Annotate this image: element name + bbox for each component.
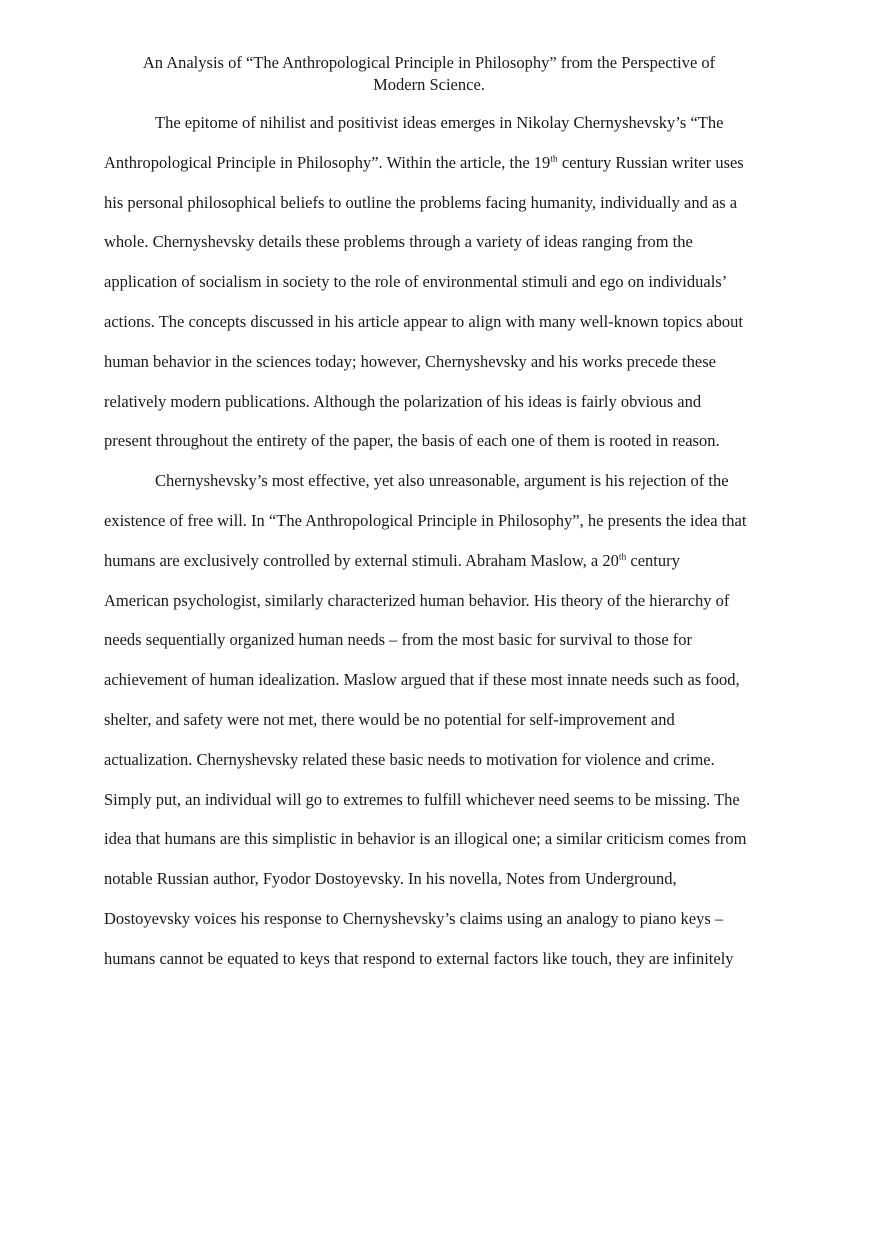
paragraph-line: present throughout the entirety of the paper, the basis of each one of them is rooted in reason. xyxy=(104,431,720,451)
paragraph-line: notable Russian author, Fyodor Dostoyevsky. In his novella, Notes from Underground, xyxy=(104,869,677,889)
paragraph-line: humans cannot be equated to keys that respond to external factors like touch, they are infinitely xyxy=(104,948,734,968)
ordinal-superscript: th xyxy=(550,154,558,165)
line-text: Anthropological Principle in Philosophy”. Within the article, the 19 xyxy=(104,152,551,172)
paragraph-line: The epitome of nihilist and positivist ideas emerges in Nikolay Chernyshevsky’s “The xyxy=(155,113,724,132)
paragraph-line: application of socialism in society to the role of environmental stimuli and ego on individuals’ xyxy=(104,272,728,292)
paragraph-line xyxy=(104,541,784,581)
paragraph-line: his personal philosophical beliefs to outline the problems facing humanity, individually and as a xyxy=(104,192,738,212)
paragraph-line: shelter, and safety were not met, there would be no potential for self-improvement and xyxy=(104,709,675,729)
document-title xyxy=(104,52,754,96)
paragraph-line: Chernyshevsky’s most effective, yet also unreasonable, argument is his rejection of the xyxy=(155,471,729,491)
paragraph-line: needs sequentially organized human needs – from the most basic for survival to those for xyxy=(104,630,693,650)
line-text: humans are exclusively controlled by external stimuli. Abraham Maslow, a 20 xyxy=(104,550,619,570)
paragraph-line: Simply put, an individual will go to extremes to fulfill whichever need seems to be missing. The xyxy=(104,789,740,809)
paragraph-line: actions. The concepts discussed in his article appear to align with many well-known topics about xyxy=(104,311,743,331)
document-body xyxy=(104,103,784,979)
ordinal-superscript: th xyxy=(618,552,627,563)
paragraph-line xyxy=(104,143,784,183)
paragraph-line: idea that humans are this simplistic in behavior is an illogical one; a similar criticism comes from xyxy=(104,829,747,849)
paragraph-line: Dostoyevsky voices his response to Chernyshevsky’s claims using an analogy to piano keys – xyxy=(104,908,724,928)
title-line-2: Modern Science. xyxy=(373,75,485,94)
paragraph-line: achievement of human idealization. Maslow argued that if these most innate needs such as food, xyxy=(104,670,740,690)
line-text: century Russian writer uses xyxy=(557,152,744,172)
paragraph-line: whole. Chernyshevsky details these problems through a variety of ideas ranging from the xyxy=(104,232,693,252)
line-text: century xyxy=(626,550,680,570)
title-line-1: An Analysis of “The Anthropological Principle in Philosophy” from the Perspective of xyxy=(142,53,716,72)
paragraph-line: relatively modern publications. Although the polarization of his ideas is fairly obvious and xyxy=(104,391,702,411)
paragraph-line: actualization. Chernyshevsky related these basic needs to motivation for violence and crime. xyxy=(104,749,715,769)
paragraph-line: American psychologist, similarly characterized human behavior. His theory of the hierarchy of xyxy=(104,590,730,610)
paragraph-line: existence of free will. In “The Anthropological Principle in Philosophy”, he presents the idea that xyxy=(104,510,747,530)
paragraph-2 xyxy=(104,461,784,978)
paragraph-line: human behavior in the sciences today; however, Chernyshevsky and his works precede these xyxy=(104,351,716,371)
paragraph-1 xyxy=(104,103,784,461)
